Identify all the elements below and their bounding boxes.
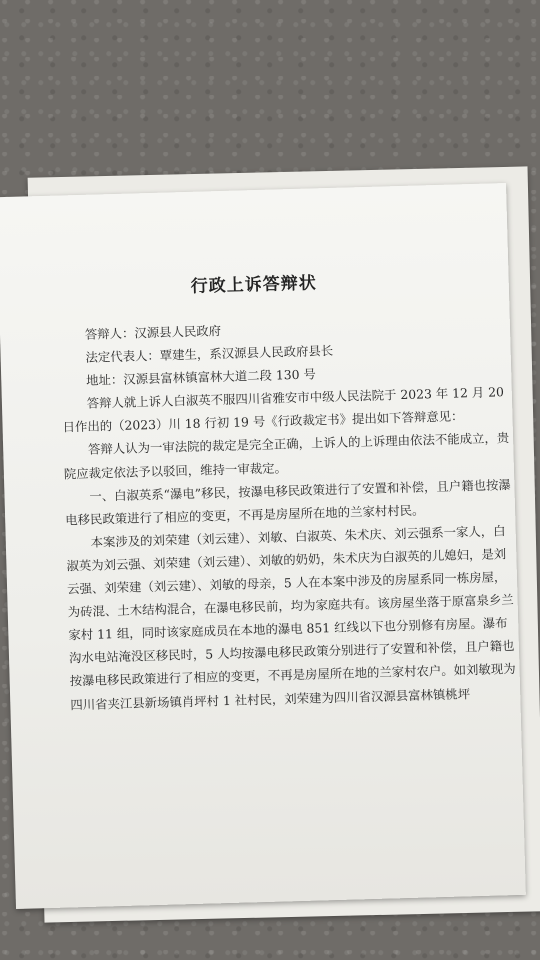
address-line: 地址：汉源县富林镇富林大道二段 130 号 bbox=[85, 366, 317, 389]
opinion-paragraph: 答辩人认为一审法院的裁定是完全正确，上诉人的上诉理由依法不能成立，贵院应裁定依法予以驳回，维持一审裁定。 bbox=[63, 430, 510, 482]
legal-representative-line: 法定代表人：覃建生，系汉源县人民政府县长 bbox=[85, 343, 334, 365]
document-body bbox=[60, 311, 519, 716]
document-page bbox=[0, 183, 526, 909]
respondent-line: 答辩人：汉源县人民政府 bbox=[84, 323, 222, 342]
section-one-heading-paragraph: 一、白淑英系“瀑电”移民，按瀑电移民政策进行了安置和补偿，且户籍也按瀑电移民政策进行了相应的变更，不再是房屋所在地的兰家村村民。 bbox=[64, 476, 511, 528]
document-title: 行政上诉答辩状 bbox=[190, 273, 317, 297]
intro-paragraph: 答辩人就上诉人白淑英不服四川省雅安市中级人民法院于 2023 年 12 月 20 日作出的（2023）川 18 行初 19 号《行政裁定书》提出如下答辩意见： bbox=[62, 384, 505, 435]
facts-paragraph: 本案涉及的刘荣建（刘云建）、刘敏、白淑英、朱术庆、刘云强系一家人，白淑英为刘云强、刘荣建（刘云建）、刘敏的奶奶，朱术庆为白淑英的儿媳妇，是刘云强、刘荣建（刘云建）、刘敏的母亲，5 人在本案中涉及的房屋系同一栋房屋，为砖混、土木结构混合，在瀑电移民前，均为家庭共有。该房屋坐落于原富泉乡兰家村 11 组，同时该家庭成员在本地的瀑电 851 红线以下也分别修有房屋。瀑布沟水电站淹没区移民时，5 人均按瀑电移民政策分别进行了安置和补偿，且户籍也按瀑电移民政策进行了相应的变更，不再是房屋所在地的兰家村农户。如刘敏现为四川省夹江县新场镇肖坪村 1 社村民，刘荣建为四川省汉源县富林镇桃坪 bbox=[66, 523, 516, 712]
